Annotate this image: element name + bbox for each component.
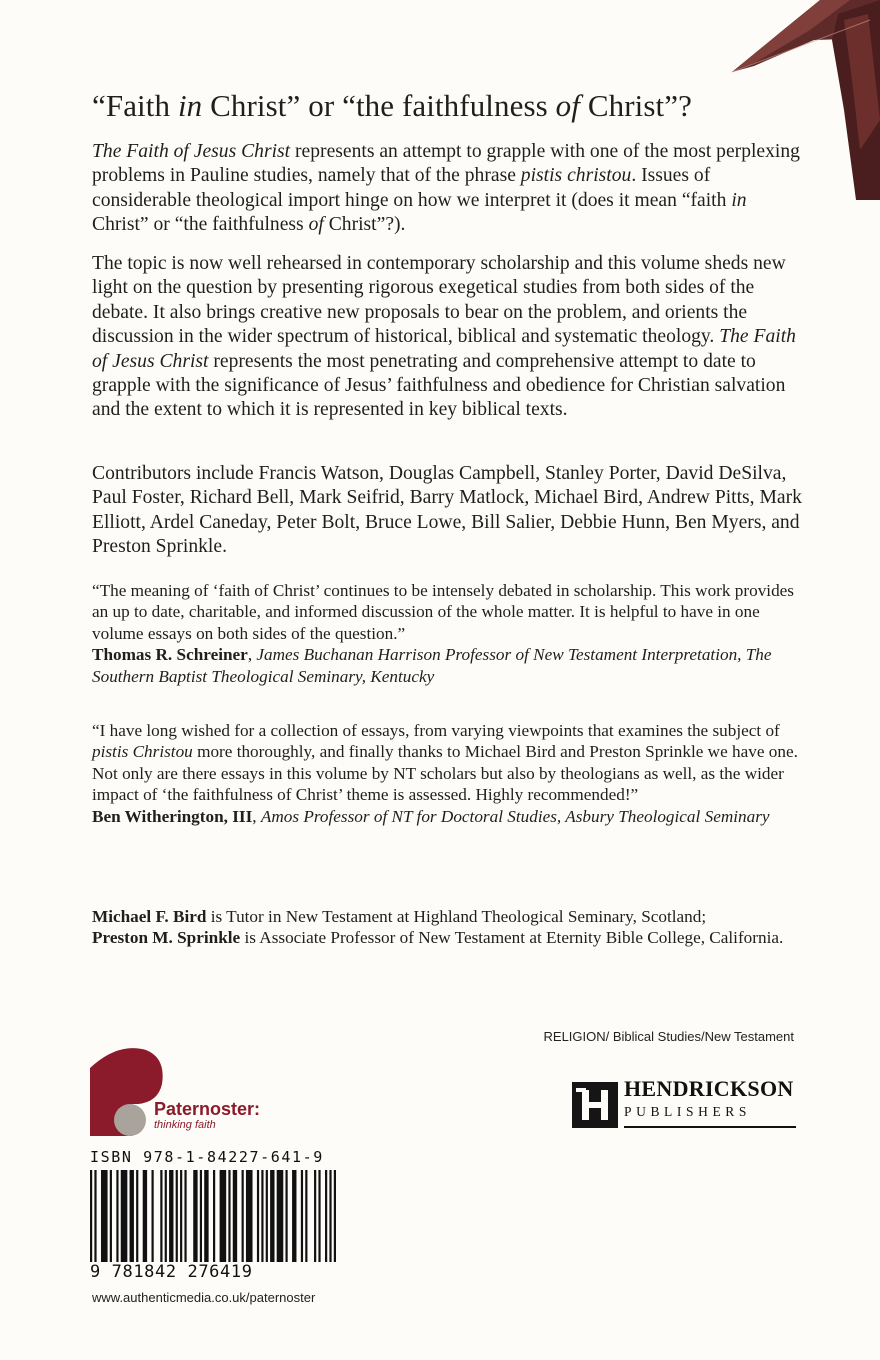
intro-paragraph	[92, 140, 804, 238]
endorsement-witherington	[92, 720, 804, 827]
barcode-bar	[180, 1170, 182, 1262]
emphasis: in	[731, 189, 747, 211]
barcode-bar	[261, 1170, 263, 1262]
barcode-bar	[301, 1170, 303, 1262]
barcode-bar	[220, 1170, 227, 1262]
book-title-italic: The Faith of Jesus Christ	[92, 141, 291, 162]
hendrickson-emblem-icon	[572, 1082, 618, 1128]
greek-phrase: pistis Christou	[92, 742, 193, 762]
greek-phrase: pistis christou	[520, 165, 632, 187]
subject-category: RELIGION/ Biblical Studies/New Testament	[543, 1029, 794, 1044]
endorser-title: James Buchanan Harrison Professor of New Testament Interpretation, The Southern Baptist Theological Seminary, Kentucky	[92, 645, 772, 686]
publisher-url: www.authenticmedia.co.uk/paternoster	[92, 1290, 316, 1305]
endorsement-schreiner	[92, 580, 804, 687]
barcode-bar	[110, 1170, 112, 1262]
text-run: Christ” or “the faithfulness	[92, 214, 309, 236]
barcode-bar	[318, 1170, 320, 1262]
barcode-bar	[169, 1170, 173, 1262]
hendrickson-name: HENDRICKSON	[624, 1076, 794, 1101]
endorser-title: Amos Professor of NT for Doctoral Studies, Asbury Theological Seminary	[260, 806, 770, 826]
contributors-paragraph: Contributors include Francis Watson, Douglas Campbell, Stanley Porter, David DeSilva, Paul Foster, Richard Bell, Mark Seifrid, Barry Matlock, Michael Bird, Andrew Pitts, Mark Elliott, Ardel Caneday, Peter Bolt, Bruce Lowe, Bill Salier, Debbie Hunn, Ben Myers, and Preston Sprinkle.	[92, 463, 802, 558]
barcode-bar	[266, 1170, 268, 1262]
barcode-bar	[176, 1170, 178, 1262]
separator: ,	[247, 645, 257, 665]
barcode-bar	[101, 1170, 108, 1262]
barcode-bar	[116, 1170, 118, 1262]
isbn-label: ISBN 978-1-84227-641-9	[90, 1148, 324, 1166]
endorsement-text: more thoroughly, and finally thanks to Michael Bird and Preston Sprinkle we have one. Not only are there essays in this volume by NT scholars but also by theologians as well, as the wider impact of ‘the faithfulness of Christ’ theme is assessed. Highly recommended!”	[92, 742, 798, 805]
barcode-bar	[285, 1170, 287, 1262]
author-name: Michael F. Bird	[92, 907, 207, 926]
text-run: represents an attempt to grapple with one of the most perplexing problems in Pauline studies, namely that of the phrase	[92, 141, 800, 187]
separator: ,	[252, 806, 261, 826]
barcode-bar	[277, 1170, 284, 1262]
barcode-bar	[246, 1170, 253, 1262]
description-paragraph	[92, 252, 804, 423]
barcode-bar	[204, 1170, 208, 1262]
headline-part: “Faith	[92, 88, 178, 123]
endorsement-text: “I have long wished for a collection of essays, from varying viewpoints that examines the subject of	[92, 721, 780, 740]
barcode-bar	[305, 1170, 307, 1262]
headline-emphasis: in	[177, 88, 203, 123]
barcode-bar	[292, 1170, 296, 1262]
barcode-bar	[143, 1170, 147, 1262]
hendrickson-logo	[572, 1076, 796, 1132]
barcode-bar	[136, 1170, 138, 1262]
text-run: The topic is now well rehearsed in contemporary scholarship and this volume sheds new light on the question by presenting rigorous exegetical studies from both sides of the debate. It also brings creative new proposals to bear on the problem, and orients the discussion in the wider spectrum of historical, biblical and systematic theology.	[92, 253, 786, 348]
hendrickson-subtitle: PUBLISHERS	[624, 1104, 752, 1119]
barcode-bar	[329, 1170, 331, 1262]
author-name: Preston M. Sprinkle	[92, 928, 241, 948]
text-run: represents the most penetrating and comprehensive attempt to date to grapple with the significance of Jesus’ faithfulness and obedience for Christian salvation and the extent to which it is represented in key biblical texts.	[92, 350, 786, 421]
headline	[92, 88, 832, 124]
barcode-bar	[270, 1170, 274, 1262]
publisher-tagline: thinking faith	[154, 1119, 216, 1131]
barcode-bar	[233, 1170, 237, 1262]
emphasis: of	[308, 214, 324, 236]
barcode-bar	[200, 1170, 202, 1262]
bio-text: is Tutor in New Testament at Highland Theological Seminary, Scotland;	[206, 907, 707, 926]
barcode-bar	[121, 1170, 128, 1262]
barcode-bar	[228, 1170, 230, 1262]
divider	[624, 1126, 796, 1128]
barcode-bar	[130, 1170, 134, 1262]
bio-text: is Associate Professor of New Testament at Eternity Bible College, California.	[240, 928, 784, 948]
headline-emphasis: of	[555, 88, 580, 123]
endorser-name: Thomas R. Schreiner	[92, 645, 248, 665]
barcode-bar	[152, 1170, 154, 1262]
endorser-name: Ben Witherington, III	[92, 806, 253, 826]
barcode-bar	[160, 1170, 162, 1262]
headline-part: Christ”?	[579, 88, 692, 123]
barcode-bar	[193, 1170, 197, 1262]
barcode-bar	[314, 1170, 316, 1262]
barcode-bar	[165, 1170, 167, 1262]
headline-part: Christ” or “the faithfulness	[202, 88, 556, 123]
barcode-bar	[257, 1170, 259, 1262]
author-bios	[92, 906, 804, 949]
barcode-bar	[90, 1170, 92, 1262]
barcode-bar	[242, 1170, 244, 1262]
text-run: . Issues of considerable theological import hinge on how we interpret it (does it mean “faith	[92, 165, 732, 211]
text-run: Christ”?).	[323, 214, 406, 236]
barcode-bar	[334, 1170, 336, 1262]
endorsement-text: “The meaning of ‘faith of Christ’ continues to be intensely debated in scholarship. This work provides an up to date, charitable, and informed discussion of the whole matter. It is helpful to have in one volume essays on both sides of the question.”	[92, 581, 794, 643]
barcode-digits: 9 781842 276419	[90, 1262, 253, 1282]
barcode-bar	[94, 1170, 96, 1262]
barcode-bar	[325, 1170, 327, 1262]
book-title-italic: The Faith of Jesus Christ	[92, 326, 796, 372]
barcode	[90, 1170, 336, 1262]
barcode-bar	[184, 1170, 186, 1262]
publisher-name: Paternoster:	[154, 1099, 261, 1119]
barcode-bar	[213, 1170, 215, 1262]
